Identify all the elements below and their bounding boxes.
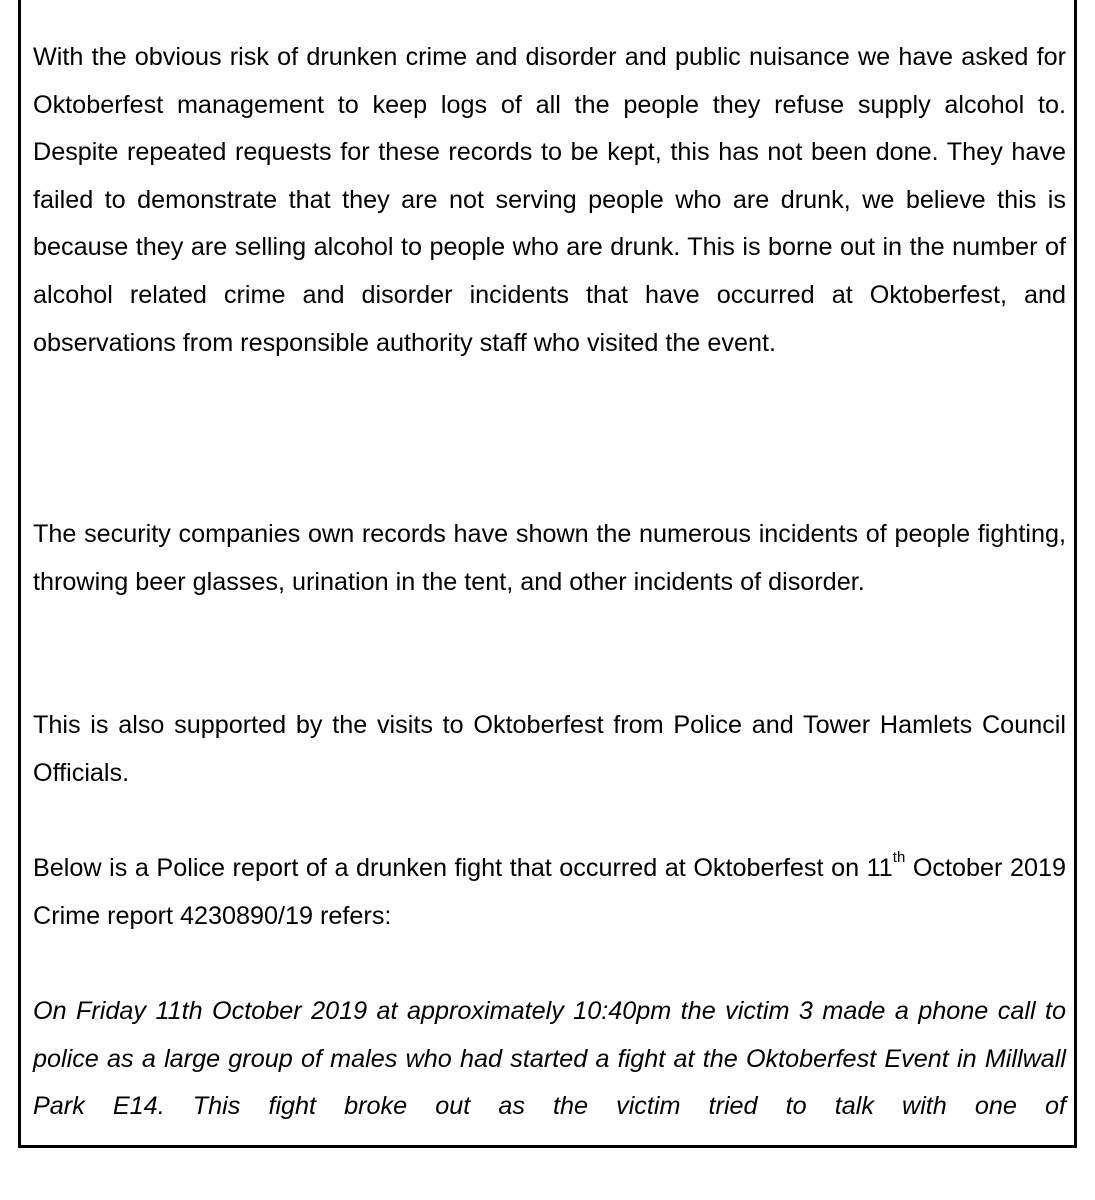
paragraph-security-records: The security companies own records have shown the numerous incidents of people fighting, throwing beer glasses, urination in the tent, and other incidents of disorder. <box>33 520 1066 596</box>
police-report-intro-text-end: October 2019 Crime report 4230890/19 refers: <box>33 854 1067 930</box>
paragraph-official-visits: This is also supported by the visits to Oktoberfest from Police and Tower Hamlets Council Officials. <box>33 711 1066 787</box>
police-report-intro-text-start: Below is a Police report of a drunken fight that occurred at Oktoberfest on 11 <box>33 854 893 882</box>
paragraph-police-report-intro <box>33 845 1066 940</box>
paragraph-police-report-quote: On Friday 11th October 2019 at approximately 10:40pm the victim 3 made a phone call to police as a large group of males who had started a fight at the Oktoberfest Event in Millwall Park E14. This fight broke out as the victim tried to talk with one of <box>33 997 1066 1121</box>
ordinal-suffix: th <box>892 848 906 866</box>
paragraph-drink-logs: With the obvious risk of drunken crime and disorder and public nuisance we have asked for Oktoberfest management to keep logs of all the people they refuse supply alcohol to. Despite repeated requests for these records to be kept, this has not been done. They have failed to demonstrate that they are not serving people who are drunk, we believe this is because they are selling alcohol to people who are drunk. This is borne out in the number of alcohol related crime and disorder incidents that have occurred at Oktoberfest, and observations from responsible authority staff who visited the event. <box>33 43 1066 357</box>
